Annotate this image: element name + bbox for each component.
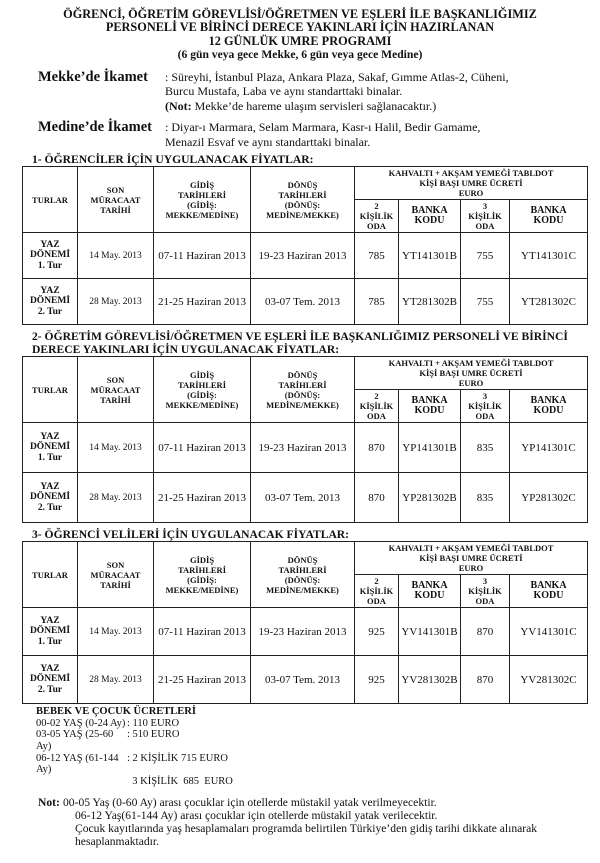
- header-banka-kodu: BANKA KODU: [510, 200, 588, 233]
- return-cell: 19-23 Haziran 2013: [251, 233, 355, 279]
- mekke-hotels-line-1: : Süreyhi, İstanbul Plaza, Ankara Plaza, Sakaf, Gımme Atlas-2, Cüheni,: [165, 69, 509, 84]
- header-banka-kodu: BANKA KODU: [510, 390, 588, 423]
- child-fees: [36, 706, 600, 787]
- bank-code-3-cell: YV281302C: [510, 656, 588, 704]
- table-row: [23, 423, 588, 473]
- price-sections: [0, 153, 600, 704]
- header-line-4: (6 gün veya gece Mekke, 6 gün veya gece Medine): [177, 48, 423, 62]
- fee-age: 03-05 YAŞ (25-60 Ay): [36, 729, 114, 752]
- mekke-accommodation: [38, 70, 568, 114]
- price-3-person-cell: 755: [461, 279, 510, 325]
- mekke-note-text: Mekke’de hareme ulaşım servisleri sağlanacaktır.): [191, 98, 437, 113]
- deadline-cell: 28 May. 2013: [78, 279, 154, 325]
- deadline-cell: 14 May. 2013: [78, 423, 154, 473]
- notes-label: Not:: [38, 796, 60, 810]
- table-row: [23, 608, 588, 656]
- header-son-muracaat: SON MÜRACAAT TARİHİ: [78, 167, 154, 233]
- header-banka-kodu: BANKA KODU: [399, 390, 461, 423]
- header-2-kisilik: 2 KİŞİLİK ODA: [355, 390, 399, 423]
- header-line-1: ÖĞRENCİ, ÖĞRETİM GÖREVLİSİ/ÖĞRETMEN VE EŞLERİ İLE BAŞKANLIĞIMIZ: [63, 7, 537, 21]
- return-cell: 19-23 Haziran 2013: [251, 608, 355, 656]
- table-row: [23, 279, 588, 325]
- tour-cell: YAZ DÖNEMİ 2. Tur: [23, 473, 78, 523]
- note-line-4: hesaplanmaktadır.: [75, 835, 160, 849]
- header-donus: DÖNÜŞ TARİHLERİ (DÖNÜŞ: MEDİNE/MEKKE): [251, 542, 355, 608]
- deadline-cell: 14 May. 2013: [78, 608, 154, 656]
- note-line-1: 00-05 Yaş (0-60 Ay) arası çocuklar için otellerde müstakil yatak verilmeyecektir.: [63, 796, 437, 810]
- header-3-kisilik: 3 KİŞİLİK ODA: [461, 390, 510, 423]
- notes-block: [38, 796, 593, 848]
- bank-code-3-cell: YV141301C: [510, 608, 588, 656]
- header-donus: DÖNÜŞ TARİHLERİ (DÖNÜŞ: MEDİNE/MEKKE): [251, 357, 355, 423]
- price-3-person-cell: 870: [461, 656, 510, 704]
- tour-cell: YAZ DÖNEMİ 1. Tur: [23, 233, 78, 279]
- fee-row: [36, 718, 600, 730]
- note-line-2: 06-12 Yaş(61-144 Ay) arası çocuklar için otellerde müstakil yatak verilecektir.: [75, 809, 438, 823]
- tour-cell: YAZ DÖNEMİ 1. Tur: [23, 423, 78, 473]
- price-2-person-cell: 870: [355, 473, 399, 523]
- fee-price: : 110 EURO: [127, 717, 180, 729]
- bank-code-2-cell: YT281302B: [399, 279, 461, 325]
- price-3-person-cell: 755: [461, 233, 510, 279]
- medine-accommodation: [38, 120, 568, 149]
- deadline-cell: 14 May. 2013: [78, 233, 154, 279]
- section-title: 2- ÖĞRETİM GÖREVLİSİ/ÖĞRETMEN VE EŞLERİ İLE BAŞKANLIĞIMIZ PERSONELİ VE BİRİNCİ DERECE YAKINLARI İÇİN UYGULANACAK FİYATLAR:: [32, 330, 568, 357]
- table-row: [23, 473, 588, 523]
- section-title: 1- ÖĞRENCİLER İÇİN UYGULANACAK FİYATLAR:: [32, 153, 314, 167]
- header-gidis: GİDİŞ TARİHLERİ (GİDİŞ: MEKKE/MEDİNE): [154, 167, 251, 233]
- bank-code-3-cell: YT141301C: [510, 233, 588, 279]
- departure-cell: 21-25 Haziran 2013: [154, 279, 251, 325]
- header-gidis: GİDİŞ TARİHLERİ (GİDİŞ: MEKKE/MEDİNE): [154, 357, 251, 423]
- departure-cell: 07-11 Haziran 2013: [154, 423, 251, 473]
- table-row: [23, 656, 588, 704]
- price-2-person-cell: 925: [355, 608, 399, 656]
- header-son-muracaat: SON MÜRACAAT TARİHİ: [78, 542, 154, 608]
- fee-age: 00-02 YAŞ (0-24 Ay): [36, 717, 126, 729]
- price-2-person-cell: 870: [355, 423, 399, 473]
- header-banka-kodu: BANKA KODU: [510, 575, 588, 608]
- departure-cell: 07-11 Haziran 2013: [154, 608, 251, 656]
- price-table: [22, 166, 588, 325]
- table-row: [23, 233, 588, 279]
- fee-price: : 510 EURO: [127, 729, 180, 741]
- price-2-person-cell: 785: [355, 279, 399, 325]
- tour-cell: YAZ DÖNEMİ 2. Tur: [23, 656, 78, 704]
- mekke-hotels-line-2: Burcu Mustafa, Laba ve aynı standarttaki binalar.: [165, 84, 403, 99]
- fee-row: [36, 753, 600, 776]
- fee-price: : 2 KİŞİLİK 715 EURO: [127, 752, 228, 764]
- child-fees-title: BEBEK VE ÇOCUK ÜCRETLERİ: [36, 706, 196, 718]
- header-turlar: TURLAR: [23, 357, 78, 423]
- price-2-person-cell: 785: [355, 233, 399, 279]
- header-son-muracaat: SON MÜRACAAT TARİHİ: [78, 357, 154, 423]
- return-cell: 19-23 Haziran 2013: [251, 423, 355, 473]
- price-table: [22, 541, 588, 704]
- header-2-kisilik: 2 KİŞİLİK ODA: [355, 575, 399, 608]
- bank-code-3-cell: YP281302C: [510, 473, 588, 523]
- fee-age: [36, 776, 127, 788]
- departure-cell: 07-11 Haziran 2013: [154, 233, 251, 279]
- price-table: [22, 356, 588, 523]
- header-2-kisilik: 2 KİŞİLİK ODA: [355, 200, 399, 233]
- header-turlar: TURLAR: [23, 167, 78, 233]
- fee-row: [36, 729, 600, 752]
- header-donus: DÖNÜŞ TARİHLERİ (DÖNÜŞ: MEDİNE/MEKKE): [251, 167, 355, 233]
- mekke-note: [165, 99, 568, 114]
- price-3-person-cell: 870: [461, 608, 510, 656]
- header-gidis: GİDİŞ TARİHLERİ (GİDİŞ: MEKKE/MEDİNE): [154, 542, 251, 608]
- header-price-group: KAHVALTI + AKŞAM YEMEĞİ TABLDOT KİŞİ BAŞI UMRE ÜCRETİ EURO: [355, 542, 588, 575]
- return-cell: 03-07 Tem. 2013: [251, 656, 355, 704]
- deadline-cell: 28 May. 2013: [78, 473, 154, 523]
- price-3-person-cell: 835: [461, 423, 510, 473]
- bank-code-3-cell: YT281302C: [510, 279, 588, 325]
- fee-row: [36, 776, 600, 788]
- bank-code-2-cell: YT141301B: [399, 233, 461, 279]
- return-cell: 03-07 Tem. 2013: [251, 473, 355, 523]
- price-2-person-cell: 925: [355, 656, 399, 704]
- note-line-3: Çocuk kayıtlarında yaş hesaplamaları programda belirtilen Türkiye’den gidiş tarihi dikkate alınarak: [75, 822, 538, 836]
- departure-cell: 21-25 Haziran 2013: [154, 473, 251, 523]
- header-3-kisilik: 3 KİŞİLİK ODA: [461, 200, 510, 233]
- tour-cell: YAZ DÖNEMİ 2. Tur: [23, 279, 78, 325]
- medine-hotels-line-2: Menazil Esvaf ve aynı standarttaki binalar.: [165, 134, 371, 149]
- bank-code-2-cell: YV281302B: [399, 656, 461, 704]
- header-price-group: KAHVALTI + AKŞAM YEMEĞİ TABLDOT KİŞİ BAŞI UMRE ÜCRETİ EURO: [355, 357, 588, 390]
- bank-code-2-cell: YP281302B: [399, 473, 461, 523]
- return-cell: 03-07 Tem. 2013: [251, 279, 355, 325]
- bank-code-2-cell: YP141301B: [399, 423, 461, 473]
- header-line-2: PERSONELİ VE BİRİNCİ DERECE YAKINLARI İÇİN HAZIRLANAN: [105, 20, 495, 35]
- header-3-kisilik: 3 KİŞİLİK ODA: [461, 575, 510, 608]
- mekke-note-prefix: (Not:: [165, 98, 192, 113]
- mekke-label: Mekke’de İkamet: [38, 68, 148, 85]
- header-banka-kodu: BANKA KODU: [399, 575, 461, 608]
- departure-cell: 21-25 Haziran 2013: [154, 656, 251, 704]
- header-price-group: KAHVALTI + AKŞAM YEMEĞİ TABLDOT KİŞİ BAŞI UMRE ÜCRETİ EURO: [355, 167, 588, 200]
- bank-code-2-cell: YV141301B: [399, 608, 461, 656]
- header-banka-kodu: BANKA KODU: [399, 200, 461, 233]
- header-line-3: 12 GÜNLÜK UMRE PROGRAMI: [208, 33, 392, 48]
- section-title: 3- ÖĞRENCİ VELİLERİ İÇİN UYGULANACAK FİYATLAR:: [32, 528, 350, 542]
- price-3-person-cell: 835: [461, 473, 510, 523]
- document-header: [0, 0, 600, 62]
- tour-cell: YAZ DÖNEMİ 1. Tur: [23, 608, 78, 656]
- deadline-cell: 28 May. 2013: [78, 656, 154, 704]
- medine-label: Medine’de İkamet: [38, 119, 152, 136]
- fee-age: 06-12 YAŞ (61-144 Ay): [36, 752, 119, 776]
- medine-hotels-line-1: : Diyar-ı Marmara, Selam Marmara, Kasr-ı Halil, Bedir Gamame,: [165, 120, 481, 135]
- fee-price: 3 KİŞİLİK 685 EURO: [127, 775, 233, 787]
- header-turlar: TURLAR: [23, 542, 78, 608]
- bank-code-3-cell: YP141301C: [510, 423, 588, 473]
